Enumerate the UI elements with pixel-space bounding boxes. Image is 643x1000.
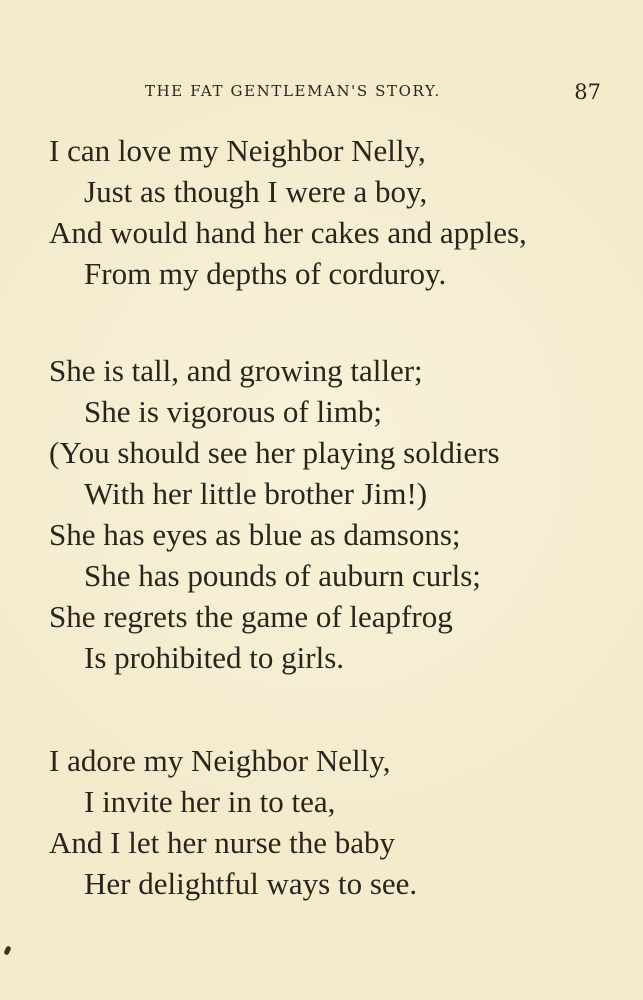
poem-line: And would hand her cakes and apples, [49, 215, 527, 250]
poem-line: She has eyes as blue as damsons; [49, 517, 461, 552]
ink-speck [3, 945, 11, 955]
page-number: 87 [574, 80, 601, 104]
stanza-1 [49, 130, 619, 294]
poem [49, 130, 619, 904]
poem-line: With her little brother Jim!) [84, 476, 428, 511]
poem-line: She regrets the game of leapfrog [49, 599, 453, 634]
poem-line: Her delightful ways to see. [84, 866, 418, 901]
poem-line: And I let her nurse the baby [49, 825, 396, 860]
poem-line: Just as though I were a boy, [84, 174, 428, 209]
poem-line: She is vigorous of limb; [84, 394, 382, 429]
poem-line: She is tall, and growing taller; [49, 353, 423, 388]
poem-line: I can love my Neighbor Nelly, [49, 133, 426, 168]
running-title: THE FAT GENTLEMAN'S STORY. [145, 82, 441, 100]
stanza-3 [49, 740, 619, 904]
poem-line: From my depths of corduroy. [84, 256, 447, 291]
running-head [145, 80, 601, 106]
poem-line: I invite her in to tea, [84, 784, 336, 819]
stanza-2 [49, 350, 619, 678]
poem-line: I adore my Neighbor Nelly, [49, 743, 391, 778]
poem-line: Is prohibited to girls. [84, 640, 345, 675]
poem-line: (You should see her playing soldiers [49, 435, 500, 470]
poem-line: She has pounds of auburn curls; [84, 558, 481, 593]
